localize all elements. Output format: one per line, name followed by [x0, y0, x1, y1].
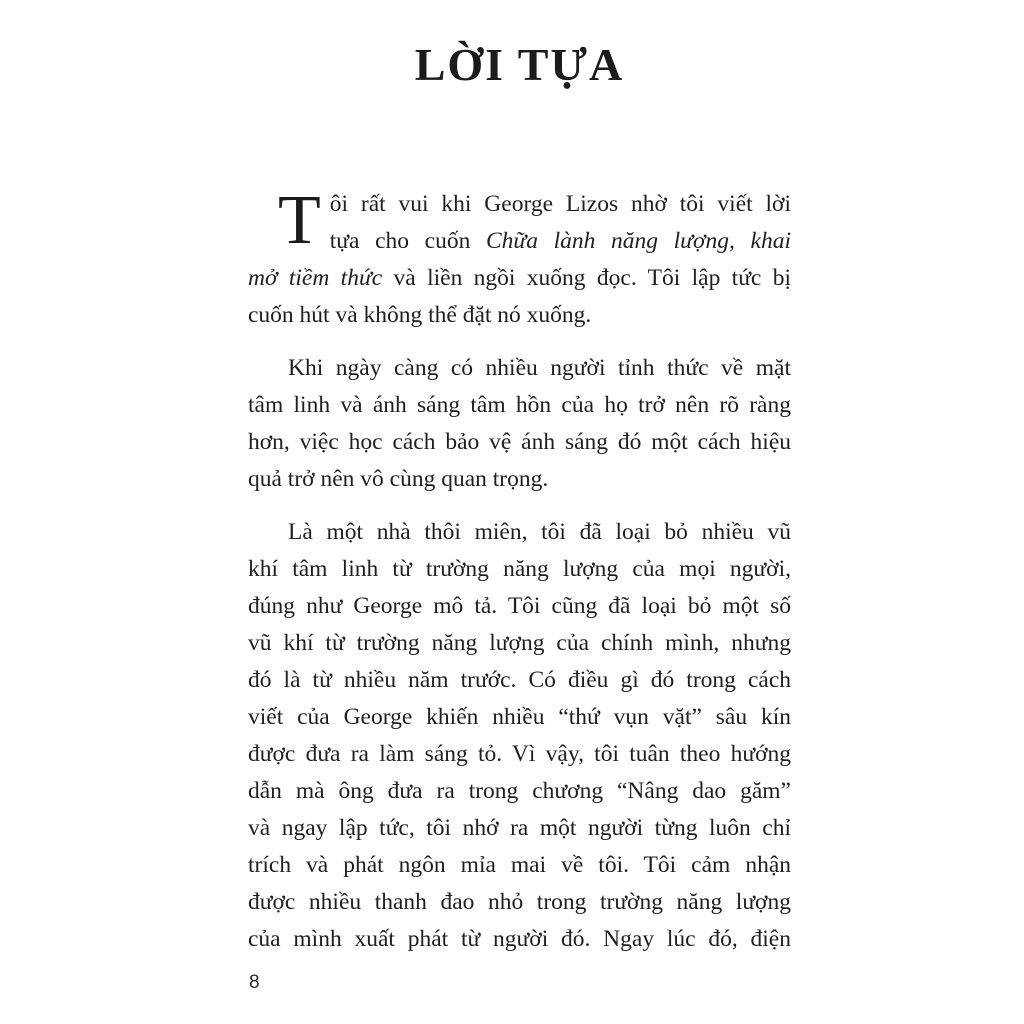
text-line [248, 810, 791, 847]
text-line [248, 514, 791, 551]
text-segment: trích và phát ngôn mỉa mai về tôi. Tôi cảm nhận [248, 852, 791, 878]
page-number: 8 [249, 972, 260, 993]
body-text [248, 182, 791, 974]
text-segment: được đưa ra làm sáng tỏ. Vì vậy, tôi tuân theo hướng [248, 741, 791, 767]
text-segment: vũ khí từ trường năng lượng của chính mình, nhưng [248, 630, 791, 656]
text-line [248, 699, 791, 736]
text-line [248, 186, 791, 223]
text-line [248, 773, 791, 810]
text-line [248, 260, 791, 297]
text-line [248, 461, 791, 498]
paragraph [248, 350, 791, 498]
text-line [248, 736, 791, 773]
text-line [248, 424, 791, 461]
text-line [248, 223, 791, 260]
text-line [248, 588, 791, 625]
text-segment: viết của George khiến nhiều “thứ vụn vặt” sâu kín [248, 704, 791, 730]
text-segment: Khi ngày càng có nhiều người tỉnh thức về mặt [288, 355, 791, 381]
text-segment: và liền ngồi xuống đọc. Tôi lập tức bị [382, 265, 791, 291]
text-segment: được nhiều thanh đao nhỏ trong trường năng lượng [248, 889, 791, 915]
text-segment: tựa cho cuốn [329, 228, 486, 254]
text-line [248, 884, 791, 921]
text-line [248, 387, 791, 424]
text-segment: dẫn mà ông đưa ra trong chương “Nâng dao găm” [248, 778, 791, 804]
paragraph [248, 182, 791, 334]
text-segment: quả trở nên vô cùng quan trọng. [248, 466, 549, 492]
text-segment: đó là từ nhiều năm trước. Có điều gì đó trong cách [248, 667, 791, 693]
text-line [248, 551, 791, 588]
text-line [248, 625, 791, 662]
text-segment: và ngay lập tức, tôi nhớ ra một người từng luôn chỉ [248, 815, 791, 841]
drop-cap: T [278, 182, 321, 259]
text-line [248, 297, 791, 334]
text-segment: cuốn hút và không thể đặt nó xuống. [248, 302, 592, 328]
text-line [248, 662, 791, 699]
text-segment: hơn, việc học cách bảo vệ ánh sáng đó một cách hiệu [248, 429, 791, 455]
paragraph [248, 514, 791, 958]
book-title-italic: Chữa lành năng lượng, khai [485, 228, 791, 254]
text-segment: ôi rất vui khi George Lizos nhờ tôi viết lời [329, 191, 791, 217]
text-segment: đúng như George mô tả. Tôi cũng đã loại bỏ một số [248, 593, 791, 619]
text-line [248, 350, 791, 387]
chapter-title: LỜI TỰA [414, 39, 625, 90]
text-segment: tâm linh và ánh sáng tâm hồn của họ trở nên rõ ràng [248, 392, 791, 418]
text-line [248, 847, 791, 884]
text-segment: Là một nhà thôi miên, tôi đã loại bỏ nhiều vũ [288, 519, 791, 545]
text-segment: khí tâm linh từ trường năng lượng của mọi người, [248, 556, 791, 582]
book-title-italic: mở tiềm thức [248, 265, 383, 291]
text-segment: của mình xuất phát từ người đó. Ngay lúc đó, điện [248, 926, 791, 952]
text-line [248, 921, 791, 958]
